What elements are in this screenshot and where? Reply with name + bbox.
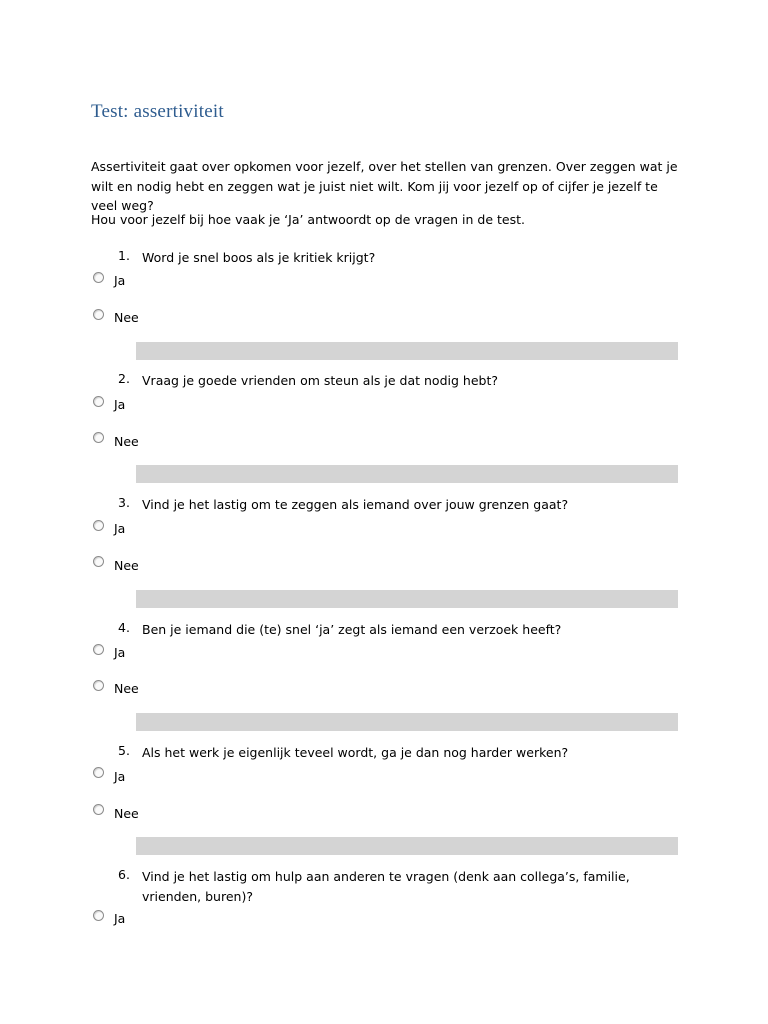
- answer-divider-bar: [136, 713, 678, 731]
- question-1-number: 1.: [118, 248, 130, 263]
- question-4-text: Ben je iemand die (te) snel ‘ja’ zegt als iemand een verzoek heeft?: [142, 622, 562, 637]
- question-1-nee-label: Nee: [114, 310, 139, 325]
- page-title: Test: assertiviteit: [91, 101, 224, 122]
- question-5-ja-radio[interactable]: [93, 767, 104, 778]
- question-3-number: 3.: [118, 495, 130, 510]
- question-4-ja-label: Ja: [114, 645, 126, 660]
- question-4-number: 4.: [118, 620, 130, 635]
- question-4-ja-radio[interactable]: [93, 644, 104, 655]
- question-4-nee-label: Nee: [114, 681, 139, 696]
- instruction-paragraph: Hou voor jezelf bij hoe vaak je ‘Ja’ antwoordt op de vragen in de test.: [91, 212, 525, 227]
- question-3-text: Vind je het lastig om te zeggen als iemand over jouw grenzen gaat?: [142, 497, 569, 512]
- question-6-ja-label: Ja: [114, 911, 126, 926]
- question-6-ja-radio[interactable]: [93, 910, 104, 921]
- question-2-text: Vraag je goede vrienden om steun als je dat nodig hebt?: [142, 373, 498, 388]
- question-2-ja-label: Ja: [114, 397, 126, 412]
- answer-divider-bar: [136, 590, 678, 608]
- question-5-text: Als het werk je eigenlijk teveel wordt, ga je dan nog harder werken?: [142, 745, 569, 760]
- question-3-ja-label: Ja: [114, 521, 126, 536]
- answer-divider-bar: [136, 342, 678, 360]
- question-3-nee-radio[interactable]: [93, 556, 104, 567]
- question-5-nee-label: Nee: [114, 806, 139, 821]
- question-1-text: Word je snel boos als je kritiek krijgt?: [142, 250, 376, 265]
- question-3-nee-label: Nee: [114, 558, 139, 573]
- question-5-nee-radio[interactable]: [93, 804, 104, 815]
- question-1-ja-radio[interactable]: [93, 272, 104, 283]
- question-5-number: 5.: [118, 743, 130, 758]
- question-1-ja-label: Ja: [114, 273, 126, 288]
- intro-paragraph: Assertiviteit gaat over opkomen voor jezelf, over het stellen van grenzen. Over zeggen wat je wilt en nodig hebt en zeggen wat je juist niet wilt. Kom jij voor jezelf op of cijfer je jezelf te veel weg?: [91, 159, 678, 213]
- question-2-ja-radio[interactable]: [93, 396, 104, 407]
- question-6-number: 6.: [118, 867, 130, 882]
- question-2-nee-label: Nee: [114, 434, 139, 449]
- question-2-number: 2.: [118, 371, 130, 386]
- answer-divider-bar: [136, 465, 678, 483]
- answer-divider-bar: [136, 837, 678, 855]
- question-5-ja-label: Ja: [114, 769, 126, 784]
- question-2-nee-radio[interactable]: [93, 432, 104, 443]
- question-3-ja-radio[interactable]: [93, 520, 104, 531]
- question-6-text: Vind je het lastig om hulp aan anderen te vragen (denk aan collega’s, familie, vrienden, buren)?: [142, 869, 630, 904]
- question-1-nee-radio[interactable]: [93, 309, 104, 320]
- question-4-nee-radio[interactable]: [93, 680, 104, 691]
